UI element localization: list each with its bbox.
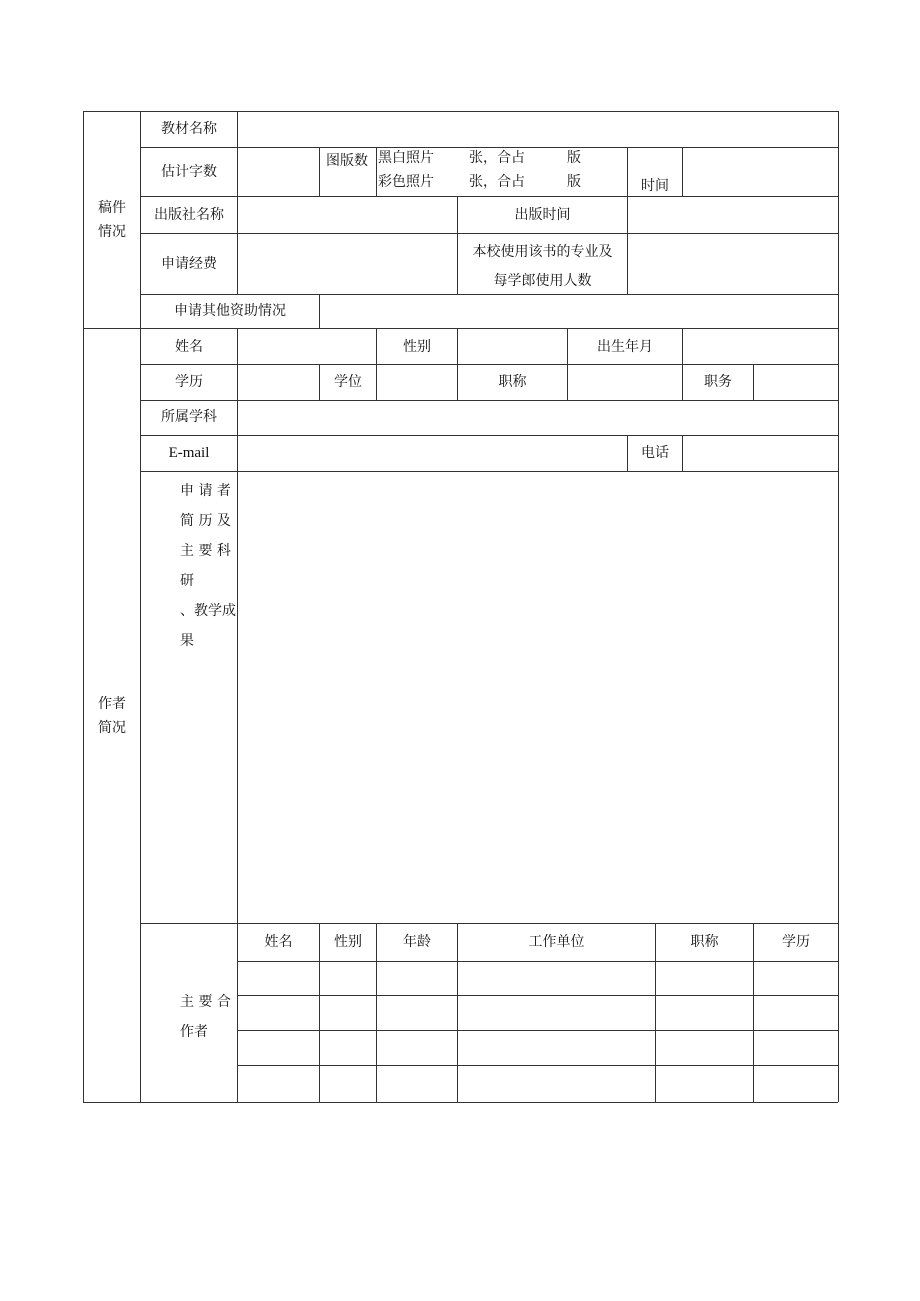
collab-row-2[interactable]: [238, 996, 838, 1030]
email-label: E-mail: [168, 445, 210, 461]
resume-label-line-1: 申 请 者: [180, 483, 231, 499]
resume-label-line-6: 果: [180, 633, 194, 649]
other-funding-input[interactable]: [320, 295, 838, 328]
title-label: 职称: [498, 374, 527, 390]
degree-label: 学位: [334, 374, 362, 390]
collab-row-4[interactable]: [238, 1066, 838, 1102]
collab-col-workplace: 工作单位: [528, 934, 585, 950]
border-bottom: [83, 1102, 838, 1103]
collaborators-label-line-1: 主 要 合: [180, 994, 231, 1010]
color-plate-label: 版: [567, 174, 581, 190]
email-input[interactable]: [238, 436, 627, 471]
estimated-words-input[interactable]: [238, 148, 319, 196]
education-label: 学历: [175, 374, 203, 390]
publisher-name-input[interactable]: [238, 197, 457, 233]
resume-label-line-4: 研: [180, 573, 194, 589]
collab-col-education: 学历: [782, 934, 810, 950]
author-section-label: [84, 329, 140, 1102]
gender-input[interactable]: [458, 329, 567, 364]
discipline-label: 所属学科: [161, 409, 217, 425]
plate-count-label: 图版数: [326, 153, 368, 169]
manuscript-label-line-2: 情况: [98, 224, 126, 240]
requested-funds-label: 申请经费: [161, 256, 217, 272]
textbook-name-input[interactable]: [238, 112, 838, 147]
collab-col-gender: 性别: [334, 934, 362, 950]
collab-row-1[interactable]: [238, 962, 838, 995]
resume-label-line-2: 简 历 及: [180, 513, 231, 529]
position-input[interactable]: [754, 365, 838, 400]
birth-label: 出生年月: [597, 339, 653, 355]
collab-col-name: 姓名: [264, 934, 293, 950]
name-label: 姓名: [175, 339, 203, 355]
usage-label-line-2: 每学郎使用人数: [493, 273, 592, 289]
position-label: 职务: [704, 374, 732, 390]
collab-col-age: 年龄: [403, 934, 431, 950]
time-label: 时间: [641, 178, 669, 194]
bw-plate-label: 版: [567, 150, 581, 166]
collab-col-title: 职称: [690, 934, 719, 950]
color-photos-label: 彩色照片: [378, 174, 434, 190]
rule-row-10: [140, 923, 838, 924]
author-label-line-1: 作者: [98, 695, 126, 712]
requested-funds-input[interactable]: [238, 234, 457, 294]
rule-col-319-a: [319, 147, 320, 196]
collaborators-label-line-2: 作者: [180, 1024, 208, 1040]
discipline-input[interactable]: [238, 401, 838, 435]
author-label-line-2: 简况: [98, 719, 126, 736]
color-sheets-label: 张，合占: [469, 174, 525, 190]
rule-col-376-a: [376, 147, 377, 196]
estimated-words-label: 估计字数: [161, 164, 217, 180]
gender-label: 性别: [403, 339, 431, 355]
other-funding-label: 申请其他资助情况: [174, 303, 286, 319]
publish-time-label: 出版时间: [514, 207, 571, 223]
birth-input[interactable]: [683, 329, 838, 364]
phone-input[interactable]: [683, 436, 838, 471]
title-input[interactable]: [568, 365, 682, 400]
usage-label-line-1: 本校使用该书的专业及: [472, 244, 613, 260]
manuscript-section-label: [84, 112, 140, 328]
bw-photos-label: 黑白照片: [378, 150, 434, 166]
manuscript-label-line-1: 稿件: [98, 200, 126, 216]
resume-label-line-5: 、教学成: [180, 603, 236, 619]
education-input[interactable]: [238, 365, 319, 400]
textbook-name-label: 教材名称: [161, 121, 217, 137]
degree-input[interactable]: [377, 365, 457, 400]
bw-sheets-label: 张，合占: [469, 150, 525, 166]
usage-input[interactable]: [628, 234, 838, 294]
phone-label: 电话: [641, 445, 669, 461]
collab-row-3[interactable]: [238, 1031, 838, 1065]
publisher-name-label: 出版社名称: [154, 207, 224, 223]
name-input[interactable]: [238, 329, 376, 364]
border-right: [838, 111, 839, 1102]
time-input[interactable]: [683, 148, 838, 196]
resume-input[interactable]: [238, 472, 838, 923]
resume-label-line-3: 主 要 科: [180, 543, 231, 559]
publish-time-input[interactable]: [628, 197, 838, 233]
